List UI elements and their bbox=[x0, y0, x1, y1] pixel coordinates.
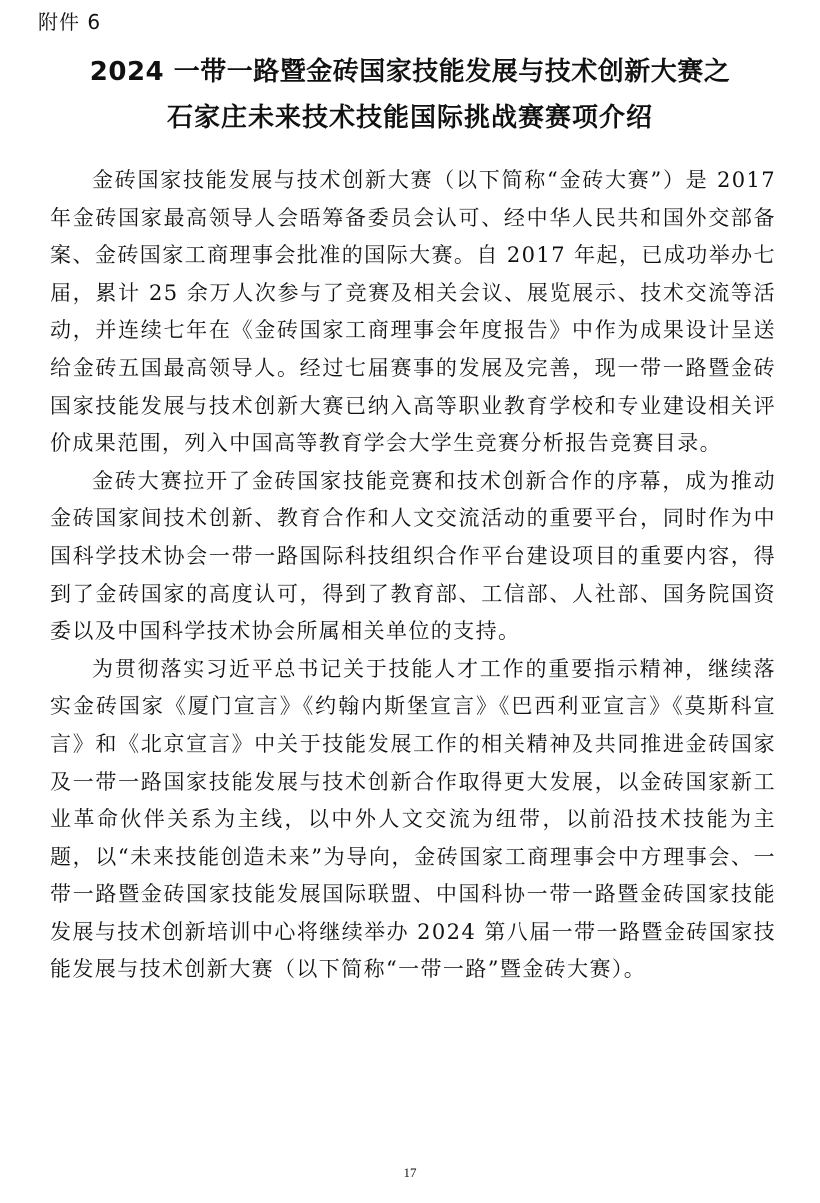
document-body bbox=[50, 162, 776, 989]
paragraph-2: 金砖大赛拉开了金砖国家技能竞赛和技术创新合作的序幕，成为推动金砖国家间技术创新、教育合作和人文交流活动的重要平台，同时作为中国科学技术协会一带一路国际科技组织合作平台建设项目的重要内容，得到了金砖国家的高度认可，得到了教育部、工信部、人社部、国务院国资委以及中国科学技术协会所属相关单位的支持。 bbox=[50, 468, 776, 644]
paragraph-3: 为贯彻落实习近平总书记关于技能人才工作的重要指示精神，继续落实金砖国家《厦门宣言》《约翰内斯堡宣言》《巴西利亚宣言》《莫斯科宣言》和《北京宣言》中关于技能发展工作的相关精神及共同推进金砖国家及一带一路国家技能发展与技术创新合作取得更大发展，以金砖国家新工业革命伙伴关系为主线，以中外人文交流为纽带，以前沿技术技能为主题，以“未来技能创造未来”为导向，金砖国家工商理事会中方理事会、一带一路暨金砖国家技能发展国际联盟、中国科协一带一路暨金砖国家技能发展与技术创新培训中心将继续举办 2024 第八届一带一路暨金砖国家技能发展与技术创新大赛（以下简称“一带一路”暨金砖大赛）。 bbox=[50, 656, 776, 982]
page-number: 17 bbox=[403, 1165, 417, 1180]
document-title-line-1: 2024 一带一路暨金砖国家技能发展与技术创新大赛之 bbox=[89, 57, 731, 87]
document-title-line-2: 石家庄未来技术技能国际挑战赛赛项介绍 bbox=[166, 103, 653, 133]
attachment-label: 附件 6 bbox=[38, 10, 102, 34]
paragraph-1: 金砖国家技能发展与技术创新大赛（以下简称“金砖大赛”）是 2017 年金砖国家最高领导人会晤筹备委员会认可、经中华人民共和国外交部备案、金砖国家工商理事会批准的国际大赛。自 2017 年起，已成功举办七届，累计 25 余万人次参与了竞赛及相关会议、展览展示、技术交流等活动，并连续七年在《金砖国家工商理事会年度报告》中作为成果设计呈送给金砖五国最高领导人。经过七届赛事的发展及完善，现一带一路暨金砖国家技能发展与技术创新大赛已纳入高等职业教育学校和专业建设相关评价成果范围，列入中国高等教育学会大学生竞赛分析报告竞赛目录。 bbox=[50, 168, 776, 456]
